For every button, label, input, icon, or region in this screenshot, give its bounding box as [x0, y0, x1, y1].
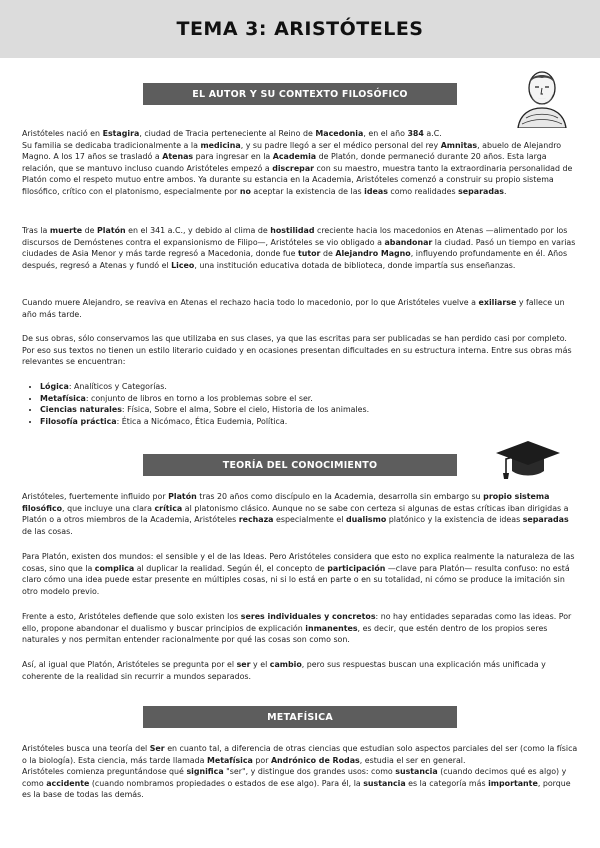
text-run: de las cosas. — [22, 526, 73, 536]
section-header-conocimiento: TEORÍA DEL CONOCIMIENTO — [143, 454, 457, 476]
section-header-metafisica: METAFÍSICA — [143, 706, 457, 728]
list-item: • Lógica: Analíticos y Categorías. — [40, 381, 578, 393]
bold-term: participación — [327, 563, 386, 573]
bold-term: muerte — [49, 226, 83, 235]
text-run: y fallece un año más tarde. — [22, 298, 565, 319]
bold-term: complica — [94, 563, 135, 573]
text-run: de Platón, donde permaneció durante 20 años. Esta larga relación, que se mantuvo incluso cuando Aristóteles empezó a — [22, 152, 547, 173]
bold-term: Liceo — [171, 260, 195, 270]
bold-term: inmanentes — [305, 623, 358, 633]
text-run: la ciudad. Pasó un tiempo en varias ciudades de Asia Menor y más tarde regresó a Macedonia, donde fue — [22, 237, 576, 259]
conocimiento-paragraph-2 — [22, 551, 578, 597]
text-run: , abuelo de Alejandro Magno. A los 17 años se trasladó a — [22, 140, 562, 162]
text-run: : no hay entidades separadas como las ideas. Por ello, propone abandonar el dualismo y buscar principios de explicación — [22, 612, 572, 633]
text-run: Aristóteles nació en — [22, 129, 103, 138]
section-header-autor: EL AUTOR Y SU CONTEXTO FILOSÓFICO — [143, 83, 457, 105]
bold-term: crítica — [154, 503, 183, 513]
bold-term: dualismo — [345, 515, 387, 525]
bold-term: Platón — [168, 492, 197, 501]
bold-term: Metafísica — [207, 755, 253, 765]
bold-term: medicina — [200, 140, 241, 150]
autor-paragraph-1 — [22, 128, 578, 198]
text-run: , ciudad de Tracia perteneciente al Reino de — [139, 129, 316, 138]
list-item: • Filosofía práctica: Ética a Nicómaco, Ética Eudemia, Política. — [40, 416, 578, 428]
bold-term: no — [239, 186, 251, 196]
text-run: (cuando decimos qué es algo) y como — [22, 767, 567, 788]
graduation-cap-icon — [494, 437, 562, 481]
text-run: Aristóteles comienza preguntándose qué — [22, 767, 187, 777]
conocimiento-paragraph-1 — [22, 491, 578, 537]
bold-term: seres individuales y concretos — [240, 612, 376, 621]
text-run: como realidades — [387, 186, 459, 196]
bold-term: exiliarse — [478, 298, 517, 307]
text-run: , y su padre llegó a ser el médico personal del rey — [240, 140, 441, 150]
bold-term: Amnitas — [440, 140, 478, 150]
bold-term: 384 — [407, 129, 424, 138]
bold-term: Andrónico de Rodas — [270, 755, 360, 765]
text-run: de — [82, 226, 98, 235]
bold-term: Atenas — [162, 152, 194, 162]
text-run: Frente a esto, Aristóteles defiende que solo existen los — [22, 612, 241, 621]
text-run: Su familia se dedicaba tradicionalmente a la — [22, 140, 201, 150]
bold-term: separadas — [458, 186, 504, 196]
metafisica-paragraph-1 — [22, 743, 578, 801]
bold-term: abandonar — [384, 237, 433, 247]
text-run: Aristóteles, fuertemente influido por — [22, 492, 169, 501]
text-run: en cuanto tal, a diferencia de otras ciencias que estudian solo aspectos parciales del ser (como la física o la biología). Esta ciencia, más tarde llamada — [22, 744, 578, 765]
text-run: Para Platón, existen dos mundos: el sensible y el de las Ideas. Pero Aristóteles considera que esto no explica realmente la naturaleza de las cosas, sino que la — [22, 552, 575, 573]
bold-term: importante — [488, 778, 538, 788]
bold-term: rechaza — [238, 515, 274, 525]
title-bar — [0, 0, 600, 58]
text-run: , una institución educativa dotada de biblioteca, donde impartía sus enseñanzas. — [194, 260, 516, 270]
bold-term: ser — [236, 660, 251, 669]
list-item: • Metafísica: conjunto de libros en torno a los problemas sobre el ser. — [40, 393, 578, 405]
text-run: Tras la — [22, 226, 50, 235]
list-item: • Ciencias naturales: Física, Sobre el alma, Sobre el cielo, Historia de los animales. — [40, 404, 578, 416]
works-list-block — [22, 381, 578, 427]
text-run: creciente hacia los macedonios en Atenas —alimentado por los discursos de Demóstenes contra el expansionismo de Filipo—, Aristóteles se vio obligado a — [22, 226, 568, 247]
text-run: De sus obras, sólo conservamos las que utilizaba en sus clases, ya que las escritas para ser publicadas se han perdido casi por completo. Por eso sus textos no tienen un estilo literario cuidado y en ocasiones presentan dificultades en su estructura interna. Entre sus obras más relevantes se encuentran: — [22, 334, 572, 367]
text-run: por — [252, 755, 271, 765]
text-run: para ingresar en la — [193, 152, 273, 162]
autor-paragraph-3 — [22, 297, 578, 320]
text-run: , en el año — [363, 129, 408, 138]
text-run: Aristóteles busca una teoría del — [22, 744, 150, 753]
bold-term: significa — [186, 767, 224, 777]
bold-term: propio sistema filosófico — [22, 492, 550, 513]
text-run: en el 341 a.C., y debido al clima de — [125, 226, 271, 235]
autor-paragraph-4 — [22, 333, 578, 368]
bold-term: Estagira — [102, 129, 140, 138]
bold-term: hostilidad — [270, 226, 315, 235]
text-run: y el — [250, 660, 270, 669]
text-run: al platonismo clásico. Aunque no se sabe con certeza si algunas de estas críticas iban dirigidas a Platón o a otros miembros de la Academia, Aristóteles — [22, 503, 569, 525]
text-run: especialmente el — [273, 515, 346, 525]
bold-term: ideas — [364, 186, 388, 196]
autor-paragraph-2 — [22, 225, 578, 271]
text-run: , es decir, que estén dentro de los propios seres naturales y nos permitan entender racionalmente por qué las cosas son como son. — [22, 623, 548, 645]
bold-term: discrepar — [272, 163, 315, 173]
text-run: con su maestro, muestra tanto la extraordinaria personalidad de Platón como el respeto mutuo entre ambos. Ya durante su estancia en la Academia, Aristóteles comenzó a construir su propio sistema filosófico, crítico con el platonismo, especialmente por — [22, 163, 573, 196]
works-list — [22, 381, 578, 427]
text-run: Cuando muere Alejandro, se reaviva en Atenas el rechazo hacia todo lo macedonio, por lo que Aristóteles vuelve a — [22, 298, 479, 307]
bold-term: Ser — [149, 744, 165, 753]
bold-term: accidente — [46, 778, 90, 788]
text-run: , pero sus respuestas buscan una explicación más unificada y coherente de la realidad sin recurrir a mundos separados. — [22, 660, 546, 681]
page-title: TEMA 3: ARISTÓTELES — [176, 18, 424, 40]
text-run: de — [320, 249, 336, 259]
text-run: al duplicar la realidad. Según él, el concepto de — [134, 563, 328, 573]
text-run: a.C. — [423, 129, 442, 138]
text-run: , influyendo profundamente en él. Años después, regresó a Atenas y fundó el — [22, 249, 568, 270]
bold-term: Alejandro Magno — [335, 249, 411, 259]
conocimiento-paragraph-3 — [22, 611, 578, 646]
bold-term: tutor — [297, 249, 321, 259]
bold-term: sustancia — [363, 778, 406, 788]
text-run: platónico y la existencia de ideas — [386, 515, 523, 525]
text-run: , que incluye una clara — [62, 503, 155, 513]
bold-term: cambio — [269, 660, 302, 669]
text-run: , porque es la base de todas las demás. — [22, 778, 571, 800]
text-run: tras 20 años como discípulo en la Academia, desarrolla sin embargo su — [196, 492, 484, 501]
bold-term: Academia — [272, 152, 317, 162]
text-run: "ser", y distingue dos grandes usos: como — [223, 767, 396, 777]
bold-term: sustancia — [395, 767, 438, 777]
text-run: Así, al igual que Platón, Aristóteles se pregunta por el — [22, 660, 237, 669]
conocimiento-paragraph-4 — [22, 659, 578, 682]
text-run: . — [504, 186, 507, 196]
text-run: aceptar la existencia de las — [250, 186, 365, 196]
bold-term: separadas — [522, 515, 569, 525]
bold-term: Macedonia — [315, 129, 364, 138]
text-run: (cuando nombramos propiedades o estados de ese algo). Para él, la — [89, 778, 364, 788]
bold-term: Platón — [97, 226, 126, 235]
text-run: —clave para Platón— resulta confuso: no está claro cómo una idea puede estar presente en múltiples cosas, ni si lo está en parte o en su totalidad, ni cómo se produce la imitación sin otro modelo previo. — [22, 563, 570, 596]
text-run: es la categoría más — [405, 778, 489, 788]
text-run: , estudia el ser en general. — [359, 755, 466, 765]
aristotle-portrait-icon — [512, 66, 572, 128]
